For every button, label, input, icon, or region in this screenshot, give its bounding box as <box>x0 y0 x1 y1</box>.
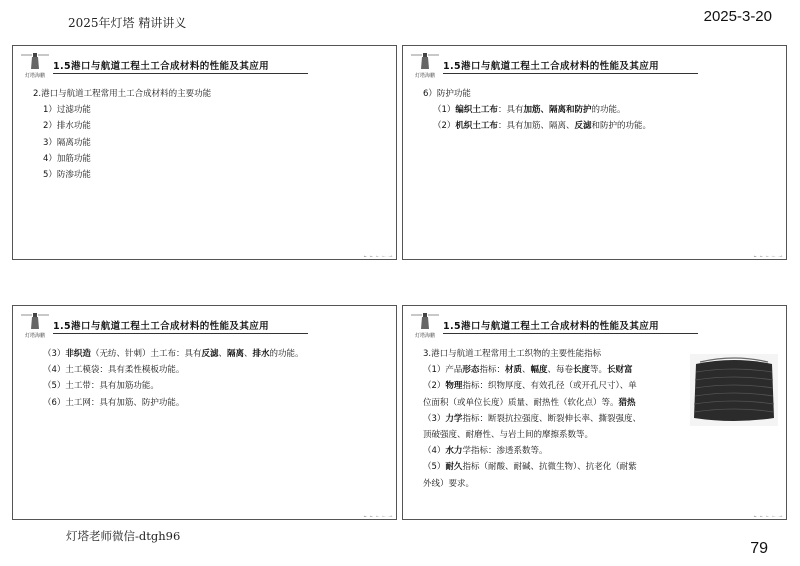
corner-swirl-icon <box>360 227 394 257</box>
bold-term: 幅度 <box>530 365 548 376</box>
lighthouse-logo-icon <box>19 50 51 80</box>
slide-body <box>33 346 382 411</box>
text-run: （4） <box>423 446 446 457</box>
section-heading: 6）防护功能 <box>423 89 471 99</box>
text-run: 指标： <box>479 365 505 376</box>
text-run: 、 <box>218 349 227 359</box>
bold-term: 反滤 <box>201 349 219 359</box>
text-run: （5）土工带：具有加筋功能。 <box>43 381 159 392</box>
bold-term: 长度 <box>573 365 591 376</box>
document-date: 2025-3-20 <box>703 8 772 25</box>
slide-body <box>423 86 772 135</box>
bold-term: 加筋、隔离和防护 <box>523 105 592 116</box>
text-run: （2） <box>423 381 446 392</box>
body-line <box>423 427 772 443</box>
text-run: 和防护的功能。 <box>591 121 651 132</box>
text-run: 顶破强度、耐磨性、与岩土间的摩擦系数等。 <box>423 430 594 441</box>
title-divider <box>53 333 308 334</box>
bold-term: 隔离 <box>226 349 244 359</box>
document-header-title: 2025年灯塔 精讲讲义 <box>68 16 187 30</box>
slide-body <box>33 86 382 183</box>
slide-title: 1.5港口与航道工程土工合成材料的性能及其应用 <box>443 321 660 332</box>
title-divider <box>443 333 698 334</box>
corner-swirl-icon <box>360 487 394 517</box>
body-line <box>33 395 382 411</box>
lighthouse-logo-icon <box>409 310 441 340</box>
text-run: （1）产品 <box>423 365 463 376</box>
list-item: 4）加筋功能 <box>43 153 91 164</box>
text-run: （1） <box>433 105 456 116</box>
text-run: （6）土工网：具有加筋、防护功能。 <box>43 397 185 408</box>
text-run: ：具有加筋、隔离、 <box>497 121 575 132</box>
geotextile-stack-image <box>690 354 778 426</box>
lighthouse-logo-icon <box>19 310 51 340</box>
text-run: 指标：断裂抗拉强度、断裂伸长率、撕裂强度、 <box>462 413 641 424</box>
text-run: ：具有 <box>497 105 524 116</box>
text-run: 、每卷 <box>547 365 574 376</box>
lighthouse-logo-icon <box>409 50 441 80</box>
slide-1 <box>12 45 397 260</box>
text-run: 、 <box>521 365 531 376</box>
bold-term: 水力 <box>445 446 463 457</box>
bold-term: 编织土工布 <box>455 105 498 116</box>
title-divider <box>53 73 308 74</box>
slide-3 <box>12 305 397 520</box>
footer-contact: 灯塔老师微信-dtgh96 <box>66 529 181 543</box>
body-line <box>423 443 772 459</box>
corner-swirl-icon <box>750 227 784 257</box>
slide-4 <box>402 305 787 520</box>
list-item: 2）排水功能 <box>43 121 91 132</box>
corner-swirl-icon <box>750 487 784 517</box>
list-item: 5）防渗功能 <box>43 170 91 181</box>
text-run: 学指标：渗透系数等。 <box>462 446 548 457</box>
bold-term: 猎热 <box>618 397 636 408</box>
text-run: （5） <box>423 462 446 473</box>
bold-term: 反滤 <box>574 121 592 132</box>
text-run: （4）土工模袋：具有柔性模板功能。 <box>43 365 185 376</box>
section-heading: 3.港口与航道工程常用土工织物的主要性能指标 <box>423 349 602 359</box>
logo-text: 灯塔海鹏 <box>24 333 46 339</box>
logo-text: 灯塔海鹏 <box>414 333 436 339</box>
bold-term: 力学 <box>445 413 463 424</box>
text-run: 等。 <box>590 365 608 376</box>
bold-term: 非织造 <box>65 349 91 359</box>
slide-title: 1.5港口与航道工程土工合成材料的性能及其应用 <box>443 61 660 72</box>
body-line <box>423 459 772 475</box>
bold-term: 长财富 <box>607 365 633 376</box>
text-run: 的功能。 <box>591 105 626 116</box>
body-line <box>33 346 382 362</box>
text-run: 外线）要求。 <box>423 478 475 489</box>
text-run: （3） <box>423 413 446 424</box>
title-divider <box>443 73 698 74</box>
text-run: 、 <box>244 349 253 359</box>
list-item: 1）过滤功能 <box>43 105 91 116</box>
text-run: 指标（耐酸、耐碱、抗微生物）、抗老化（耐紫 <box>462 462 637 473</box>
list-item: 3）隔离功能 <box>43 137 91 148</box>
body-line <box>423 118 772 134</box>
text-run: （无纺、针刺）土工布：具有 <box>90 349 202 359</box>
logo-text: 灯塔海鹏 <box>414 73 436 79</box>
bold-term: 耐久 <box>445 462 463 473</box>
bold-term: 形态 <box>462 365 480 376</box>
text-run: 位面积（或单位长度）质量、耐热性（软化点）等。 <box>423 397 619 408</box>
text-run: （3） <box>43 349 66 359</box>
text-run: 的功能。 <box>269 349 304 359</box>
body-line <box>423 476 772 492</box>
slide-title: 1.5港口与航道工程土工合成材料的性能及其应用 <box>53 321 270 332</box>
slide-title: 1.5港口与航道工程土工合成材料的性能及其应用 <box>53 61 270 72</box>
text-run: （2） <box>433 121 456 132</box>
bold-term: 物理 <box>445 381 463 392</box>
bold-term: 机织土工布 <box>455 121 498 132</box>
page-number: 79 <box>750 540 768 557</box>
bold-term: 排水 <box>252 349 270 359</box>
text-run: 指标：织物厚度、有效孔径（或开孔尺寸）、单 <box>462 381 637 392</box>
section-heading: 2.港口与航道工程常用土工合成材料的主要功能 <box>33 89 212 99</box>
body-line <box>33 362 382 378</box>
logo-text: 灯塔海鹏 <box>24 73 46 79</box>
body-line <box>33 378 382 394</box>
bold-term: 材质 <box>504 365 522 376</box>
slide-2 <box>402 45 787 260</box>
body-line <box>423 102 772 118</box>
